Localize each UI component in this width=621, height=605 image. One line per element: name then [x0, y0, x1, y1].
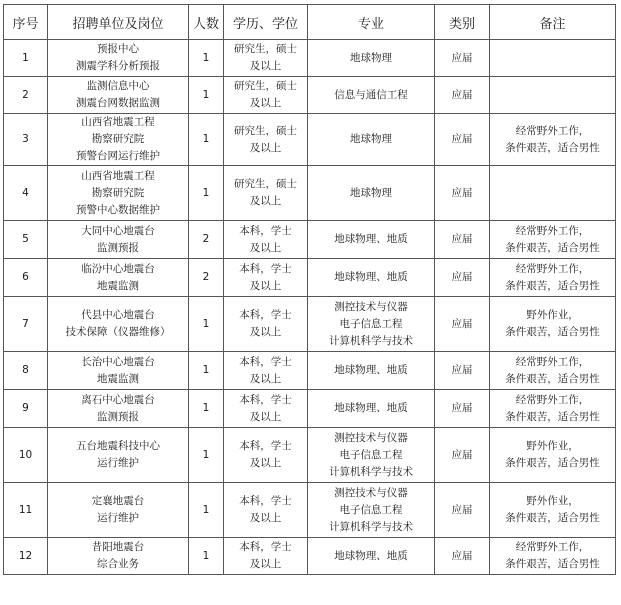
- cell-unit: [48, 297, 189, 352]
- cell-note: [490, 538, 616, 575]
- cell-unit-line: 运行维护: [97, 457, 139, 469]
- cell-seq: 7: [4, 297, 48, 352]
- cell-type: 应届: [435, 221, 490, 259]
- cell-edu-line: 及以上: [249, 241, 282, 254]
- cell-seq: 1: [4, 40, 48, 77]
- cell-type: 应届: [435, 297, 490, 352]
- cell-note-line: 野外作业，: [526, 440, 579, 452]
- cell-edu-line: 及以上: [249, 326, 282, 338]
- cell-unit-line: 大同中心地震台: [81, 224, 155, 237]
- cell-note-line: 野外作业，: [526, 309, 579, 321]
- cell-unit: [48, 483, 189, 538]
- cell-note-line: 条件艰苦，适合男性: [505, 512, 600, 524]
- cell-major: [308, 221, 435, 259]
- cell-type: 应届: [435, 352, 490, 390]
- header-row: [4, 5, 616, 40]
- cell-unit-line: 昔阳地震台: [91, 541, 145, 553]
- cell-unit-line: 监测预报: [97, 410, 139, 423]
- cell-unit-line: 山西省地震工程: [81, 116, 155, 128]
- cell-note-line: 经常野外工作，: [515, 541, 590, 553]
- header-seq: 序号: [4, 5, 48, 40]
- cell-note-line: 条件艰苦，适合男性: [505, 241, 600, 254]
- cell-unit-line: 五台地震科技中心: [76, 440, 160, 452]
- cell-unit-line: 测震台网数据监测: [76, 97, 160, 109]
- cell-edu-line: 及以上: [249, 457, 282, 469]
- cell-count: 1: [189, 297, 224, 352]
- cell-edu: [224, 538, 308, 575]
- cell-edu: [224, 483, 308, 538]
- cell-type: 应届: [435, 40, 490, 77]
- cell-major-line: 地球物理、地质: [334, 364, 408, 376]
- cell-major: [308, 77, 435, 114]
- cell-seq: 6: [4, 259, 48, 297]
- header-edu: 学历、学位: [224, 5, 308, 40]
- cell-edu: [224, 77, 308, 114]
- cell-edu: [224, 40, 308, 77]
- cell-note-line: 经常野外工作，: [515, 224, 590, 237]
- cell-edu-line: 本科，学士: [239, 224, 292, 237]
- cell-edu-line: 本科，学士: [239, 355, 292, 368]
- cell-unit-line: 技术保障（仪器维修）: [65, 326, 171, 338]
- cell-edu: [224, 297, 308, 352]
- cell-note-line: 条件艰苦，适合男性: [505, 326, 600, 338]
- cell-note: [490, 352, 616, 390]
- cell-unit-line: 运行维护: [97, 512, 139, 524]
- cell-note: [490, 483, 616, 538]
- cell-edu-line: 及以上: [249, 141, 282, 154]
- cell-type: 应届: [435, 259, 490, 297]
- cell-edu-line: 及以上: [249, 512, 282, 524]
- cell-count: 2: [189, 221, 224, 259]
- cell-unit: [48, 114, 189, 166]
- cell-edu-line: 本科，学士: [239, 495, 292, 507]
- cell-edu-line: 研究生，硕士: [234, 124, 297, 137]
- cell-unit: [48, 77, 189, 114]
- cell-unit-line: 地震监测: [97, 372, 139, 385]
- cell-count: 1: [189, 428, 224, 483]
- cell-note-line: 野外作业，: [526, 495, 579, 507]
- cell-seq: 10: [4, 428, 48, 483]
- cell-edu: [224, 259, 308, 297]
- cell-unit-line: 地震监测: [97, 279, 139, 292]
- cell-note-line: 条件艰苦，适合男性: [505, 372, 600, 385]
- cell-type: 应届: [435, 428, 490, 483]
- cell-edu: [224, 114, 308, 166]
- cell-edu: [224, 221, 308, 259]
- cell-note-line: 条件艰苦，适合男性: [505, 558, 600, 570]
- cell-unit-line: 离石中心地震台: [81, 393, 155, 406]
- cell-seq: 11: [4, 483, 48, 538]
- cell-major-line: 地球物理、地质: [334, 549, 408, 562]
- cell-unit-line: 长治中心地震台: [81, 355, 155, 368]
- cell-unit-line: 预报中心: [97, 43, 139, 55]
- cell-note-line: 经常野外工作，: [515, 262, 590, 275]
- cell-unit-line: 预警台网运行维护: [76, 150, 160, 162]
- header-type: 类别: [435, 5, 490, 40]
- table-row: [4, 166, 616, 221]
- cell-edu-line: 及以上: [249, 195, 282, 207]
- cell-note: [490, 114, 616, 166]
- cell-major: [308, 297, 435, 352]
- cell-type: 应届: [435, 538, 490, 575]
- cell-count: 2: [189, 259, 224, 297]
- cell-unit-line: 临汾中心地震台: [81, 262, 155, 275]
- cell-major: [308, 40, 435, 77]
- cell-type: 应届: [435, 483, 490, 538]
- cell-major-line: 测控技术与仪器: [334, 486, 408, 499]
- cell-unit-line: 定襄地震台: [91, 495, 145, 507]
- cell-note: [490, 166, 616, 221]
- cell-major-line: 电子信息工程: [339, 317, 403, 330]
- cell-edu-line: 及以上: [249, 279, 282, 292]
- header-note: 备注: [490, 5, 616, 40]
- table-row: [4, 483, 616, 538]
- cell-unit-line: 勘察研究院: [91, 133, 145, 145]
- cell-major-line: 计算机科学与技术: [329, 520, 413, 533]
- cell-edu-line: 本科，学士: [239, 440, 292, 452]
- cell-major: [308, 259, 435, 297]
- cell-note-line: 条件艰苦，适合男性: [505, 457, 600, 469]
- cell-major-line: 信息与通信工程: [334, 88, 408, 101]
- header-major: 专业: [308, 5, 435, 40]
- cell-seq: 4: [4, 166, 48, 221]
- cell-note: [490, 40, 616, 77]
- cell-edu: [224, 428, 308, 483]
- table-row: [4, 221, 616, 259]
- cell-type: 应届: [435, 390, 490, 428]
- cell-major-line: 测控技术与仪器: [334, 300, 408, 313]
- table-row: [4, 390, 616, 428]
- cell-unit-line: 监测信息中心: [86, 80, 150, 92]
- header-unit: 招聘单位及岗位: [48, 5, 189, 40]
- table-row: [4, 77, 616, 114]
- cell-unit: [48, 538, 189, 575]
- cell-unit-line: 测震学科分析预报: [76, 60, 160, 72]
- cell-unit-line: 山西省地震工程: [81, 169, 155, 182]
- cell-note-line: 条件艰苦，适合男性: [505, 141, 600, 154]
- cell-major-line: 电子信息工程: [339, 448, 403, 461]
- cell-note: [490, 259, 616, 297]
- cell-unit-line: 代县中心地震台: [81, 309, 155, 321]
- cell-unit: [48, 390, 189, 428]
- table-row: [4, 114, 616, 166]
- cell-edu: [224, 390, 308, 428]
- cell-major-line: 地球物理、地质: [334, 402, 408, 414]
- cell-note-line: 条件艰苦，适合男性: [505, 279, 600, 292]
- cell-note-line: 经常野外工作，: [515, 393, 590, 406]
- cell-unit: [48, 221, 189, 259]
- cell-edu-line: 研究生，硕士: [234, 80, 297, 92]
- cell-count: 1: [189, 352, 224, 390]
- cell-count: 1: [189, 77, 224, 114]
- cell-seq: 8: [4, 352, 48, 390]
- cell-unit: [48, 428, 189, 483]
- cell-type: 应届: [435, 166, 490, 221]
- table-row: [4, 297, 616, 352]
- cell-edu-line: 本科，学士: [239, 393, 292, 406]
- cell-major-line: 地球物理、地质: [334, 271, 408, 283]
- cell-count: 1: [189, 114, 224, 166]
- table-row: [4, 40, 616, 77]
- cell-note: [490, 428, 616, 483]
- cell-seq: 12: [4, 538, 48, 575]
- cell-edu-line: 及以上: [249, 410, 282, 423]
- cell-unit: [48, 259, 189, 297]
- cell-seq: 5: [4, 221, 48, 259]
- cell-major: [308, 483, 435, 538]
- cell-major-line: 地球物理: [350, 133, 392, 145]
- recruitment-table: [3, 4, 616, 575]
- cell-major-line: 测控技术与仪器: [334, 431, 408, 444]
- table-row: [4, 538, 616, 575]
- table-row: [4, 352, 616, 390]
- cell-note-line: 经常野外工作，: [515, 355, 590, 368]
- cell-unit-line: 勘察研究院: [91, 186, 145, 199]
- cell-unit-line: 预警中心数据维护: [76, 203, 160, 216]
- cell-unit-line: 监测预报: [97, 241, 139, 254]
- cell-unit: [48, 40, 189, 77]
- cell-type: 应届: [435, 77, 490, 114]
- table-row: [4, 428, 616, 483]
- table-row: [4, 259, 616, 297]
- cell-unit: [48, 166, 189, 221]
- cell-edu-line: 本科，学士: [239, 541, 292, 553]
- cell-count: 1: [189, 538, 224, 575]
- cell-major-line: 地球物理: [350, 51, 392, 64]
- cell-major-line: 地球物理、地质: [334, 233, 408, 245]
- cell-major: [308, 390, 435, 428]
- cell-edu-line: 及以上: [249, 558, 282, 570]
- cell-note-line: 条件艰苦，适合男性: [505, 410, 600, 423]
- cell-major: [308, 114, 435, 166]
- cell-seq: 2: [4, 77, 48, 114]
- cell-major: [308, 538, 435, 575]
- cell-edu-line: 及以上: [249, 97, 282, 109]
- cell-major-line: 地球物理: [350, 186, 392, 199]
- cell-type: 应届: [435, 114, 490, 166]
- cell-note: [490, 390, 616, 428]
- cell-edu-line: 研究生，硕士: [234, 178, 297, 190]
- cell-edu-line: 研究生，硕士: [234, 43, 297, 55]
- cell-seq: 3: [4, 114, 48, 166]
- cell-edu: [224, 166, 308, 221]
- cell-count: 1: [189, 166, 224, 221]
- cell-major-line: 计算机科学与技术: [329, 465, 413, 478]
- cell-major: [308, 166, 435, 221]
- cell-seq: 9: [4, 390, 48, 428]
- cell-note: [490, 221, 616, 259]
- cell-note-line: 经常野外工作，: [515, 124, 590, 137]
- cell-count: 1: [189, 390, 224, 428]
- cell-major: [308, 352, 435, 390]
- cell-edu-line: 及以上: [249, 372, 282, 385]
- cell-major-line: 计算机科学与技术: [329, 334, 413, 347]
- cell-note: [490, 77, 616, 114]
- cell-edu: [224, 352, 308, 390]
- cell-edu-line: 本科，学士: [239, 309, 292, 321]
- cell-edu-line: 及以上: [249, 60, 282, 72]
- header-count: 人数: [189, 5, 224, 40]
- cell-note: [490, 297, 616, 352]
- cell-major-line: 电子信息工程: [339, 503, 403, 516]
- cell-unit-line: 综合业务: [97, 558, 139, 570]
- cell-major: [308, 428, 435, 483]
- cell-count: 1: [189, 483, 224, 538]
- cell-unit: [48, 352, 189, 390]
- cell-count: 1: [189, 40, 224, 77]
- cell-edu-line: 本科，学士: [239, 262, 292, 275]
